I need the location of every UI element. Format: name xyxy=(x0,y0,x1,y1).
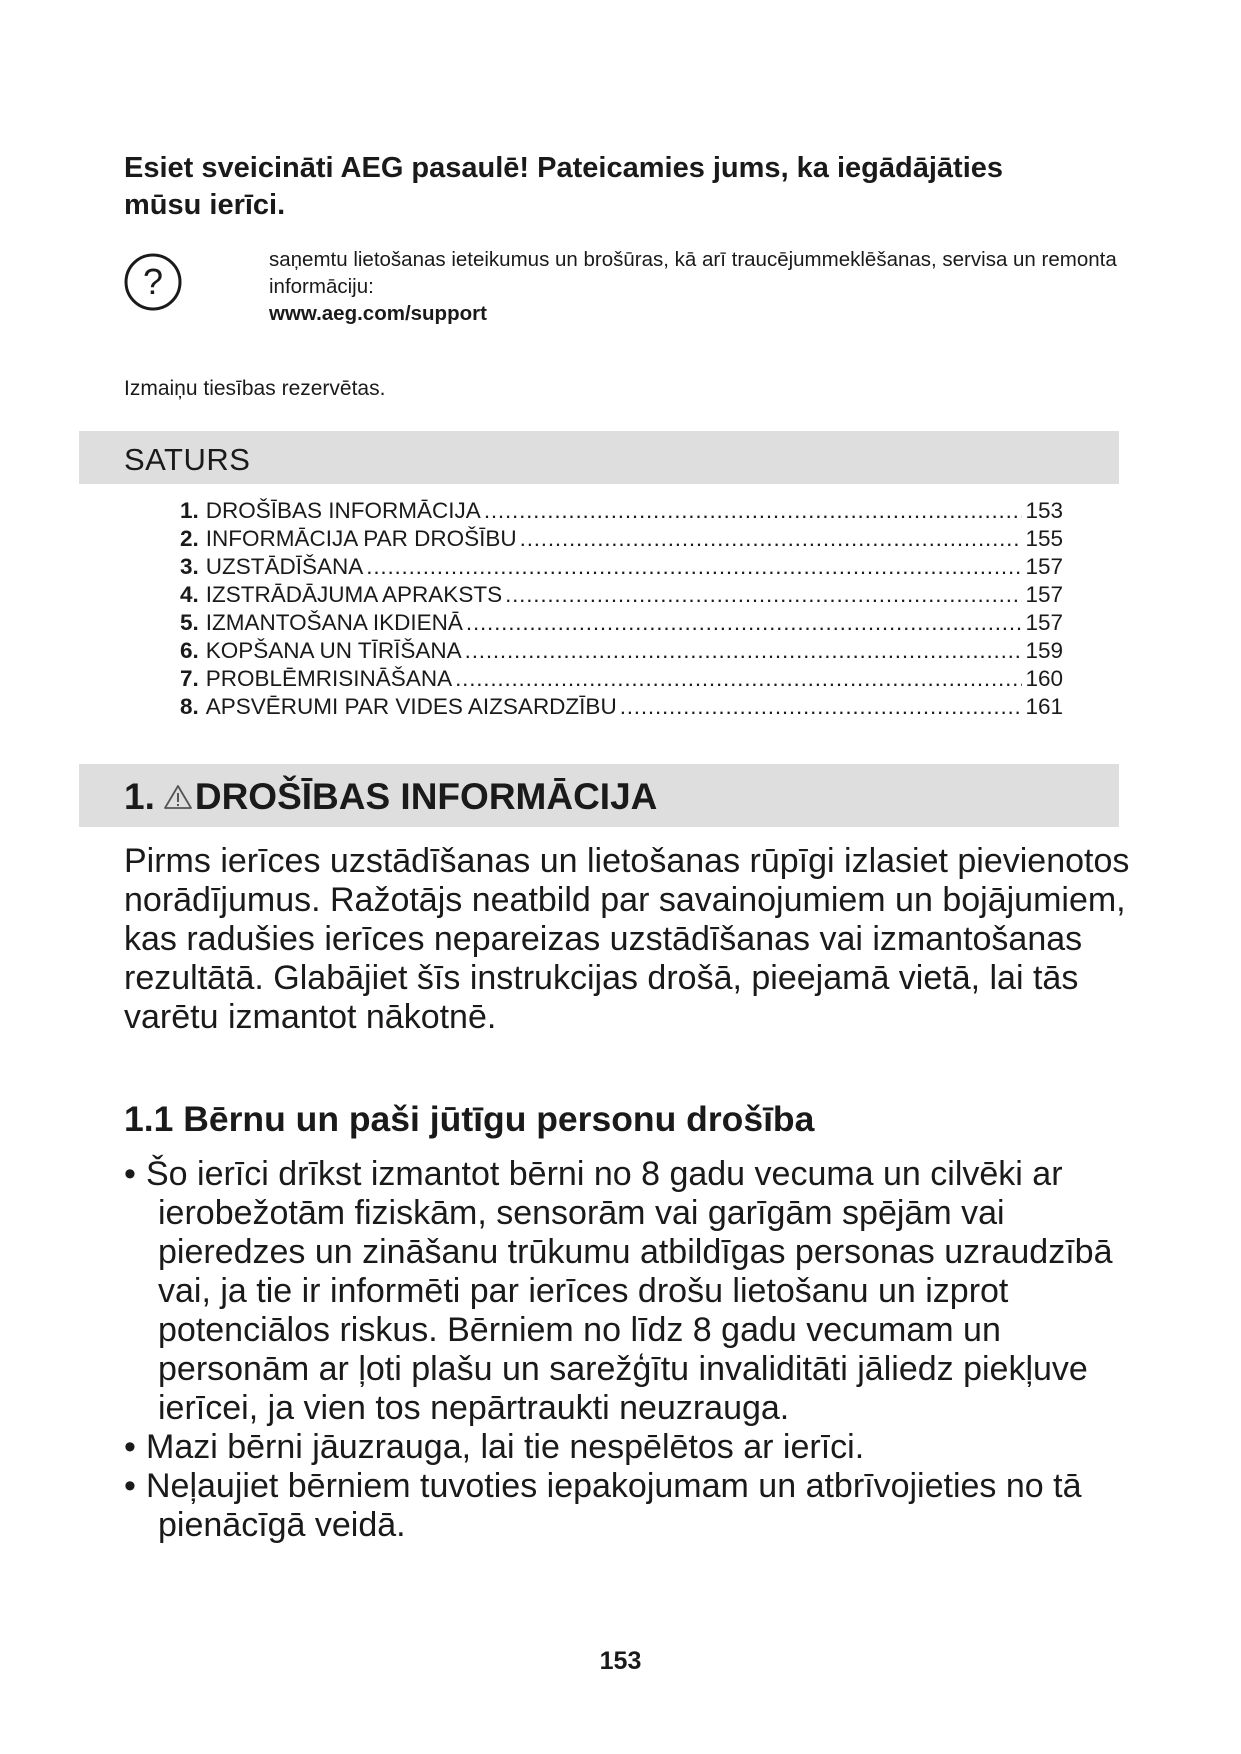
toc-item-number: 1. xyxy=(180,498,199,523)
toc-item-number: 7. xyxy=(180,666,199,691)
toc-item[interactable] xyxy=(180,693,1063,721)
toc-header-bar xyxy=(79,431,1119,484)
bullet-icon: • xyxy=(124,1428,136,1466)
toc-item-number: 4. xyxy=(180,582,199,607)
section-number: 1. xyxy=(124,776,155,817)
toc-leader-dots xyxy=(366,553,1022,581)
toc-leader-dots xyxy=(484,497,1023,525)
toc-item-page: 155 xyxy=(1025,526,1063,551)
toc-leader-dots xyxy=(620,693,1023,721)
toc-item-page: 157 xyxy=(1025,610,1063,635)
toc-item-label: APSVĒRUMI PAR VIDES AIZSARDZĪBU xyxy=(205,694,617,719)
safety-bullet-list xyxy=(124,1155,1134,1545)
rights-notice: Izmaiņu tiesības rezervētas. xyxy=(124,377,386,400)
section-title-text: DROŠĪBAS INFORMĀCIJA xyxy=(194,776,658,817)
section-intro: Pirms ierīces uzstādīšanas un lietošanas rūpīgi izlasiet pievienotos norādījumus. Ražotājs neatbild par savainojumiem un bojājumiem, kas radušies ierīces nepareizas uzstādīšanas vai izmantošanas rezultātā. Glabājiet šīs instrukcijas drošā, pieejamā vietā, lai tās varētu izmantot nākotnē. xyxy=(124,842,1130,1036)
bullet-text: Šo ierīci drīkst izmantot bērni no 8 gadu vecuma un cilvēki ar ierobežotām fiziskām, sensorām vai garīgām spējām vai pieredzes un zināšanu trūkumu atbildīgas personas uzraudzībā vai, ja tie ir informēti par ierīces drošu lietošanu un izprot potenciālos riskus. Bērniem no līdz 8 gadu vecumam un personām ar ļoti plašu un sarežģītu invaliditāti jāliedz piekļuve ierīcei, ja vien tos nepārtraukti neuzrauga. xyxy=(146,1155,1113,1427)
toc-item[interactable] xyxy=(180,637,1063,665)
toc-item-number: 8. xyxy=(180,694,199,719)
support-info xyxy=(269,246,1129,327)
toc-item-page: 160 xyxy=(1025,666,1063,691)
toc-item-label: IZMANTOŠANA IKDIENĀ xyxy=(205,610,463,635)
toc-item[interactable] xyxy=(180,581,1063,609)
bullet-icon: • xyxy=(124,1467,136,1505)
toc-leader-dots xyxy=(505,581,1022,609)
bullet-text: Mazi bērni jāuzrauga, lai tie nespēlētos ar ierīci. xyxy=(146,1428,865,1466)
toc-item-label: IZSTRĀDĀJUMA APRAKSTS xyxy=(205,582,503,607)
toc-title: SATURS xyxy=(124,442,251,477)
toc-item-label: UZSTĀDĪŠANA xyxy=(205,554,364,579)
bullet-text: Neļaujiet bērniem tuvoties iepakojumam un atbrīvojieties no tā pienācīgā veidā. xyxy=(146,1467,1082,1544)
list-item xyxy=(124,1428,1134,1467)
section-header-bar xyxy=(79,764,1119,827)
toc-item-page: 161 xyxy=(1025,694,1063,719)
page-number: 153 xyxy=(599,1647,642,1675)
toc-item-number: 5. xyxy=(180,610,199,635)
toc-item-number: 2. xyxy=(180,526,199,551)
toc-leader-dots xyxy=(520,525,1023,553)
list-item xyxy=(124,1155,1134,1428)
toc-leader-dots xyxy=(455,665,1022,693)
toc-item-page: 157 xyxy=(1025,554,1063,579)
section-title xyxy=(124,776,657,818)
table-of-contents xyxy=(180,497,1063,721)
toc-item-number: 6. xyxy=(180,638,199,663)
toc-item-label: KOPŠANA UN TĪRĪŠANA xyxy=(205,638,462,663)
subsection-title: 1.1 Bērnu un paši jūtīgu personu drošība xyxy=(124,1099,815,1139)
toc-leader-dots xyxy=(466,609,1023,637)
toc-item[interactable] xyxy=(180,665,1063,693)
welcome-heading: Esiet sveicināti AEG pasaulē! Pateicamies jums, ka iegādājāties mūsu ierīci. xyxy=(124,152,1004,221)
toc-item[interactable] xyxy=(180,609,1063,637)
svg-text:?: ? xyxy=(142,261,164,302)
bullet-icon: • xyxy=(124,1155,136,1193)
warning-triangle-icon xyxy=(163,783,193,811)
question-circle-icon xyxy=(123,252,183,312)
toc-item-page: 159 xyxy=(1025,638,1063,663)
toc-leader-dots xyxy=(465,637,1023,665)
support-text: saņemtu lietošanas ieteikumus un brošūras, kā arī traucējummeklēšanas, servisa un remonta informāciju: xyxy=(269,248,1117,298)
toc-item-page: 157 xyxy=(1025,582,1063,607)
toc-item[interactable] xyxy=(180,497,1063,525)
toc-item-label: PROBLĒMRISINĀŠANA xyxy=(205,666,453,691)
toc-item-label: INFORMĀCIJA PAR DROŠĪBU xyxy=(205,526,517,551)
toc-item-number: 3. xyxy=(180,554,199,579)
toc-item-label: DROŠĪBAS INFORMĀCIJA xyxy=(205,498,481,523)
support-link[interactable]: www.aeg.com/support xyxy=(269,302,487,325)
toc-item[interactable] xyxy=(180,553,1063,581)
list-item xyxy=(124,1467,1134,1545)
toc-item[interactable] xyxy=(180,525,1063,553)
toc-item-page: 153 xyxy=(1025,498,1063,523)
